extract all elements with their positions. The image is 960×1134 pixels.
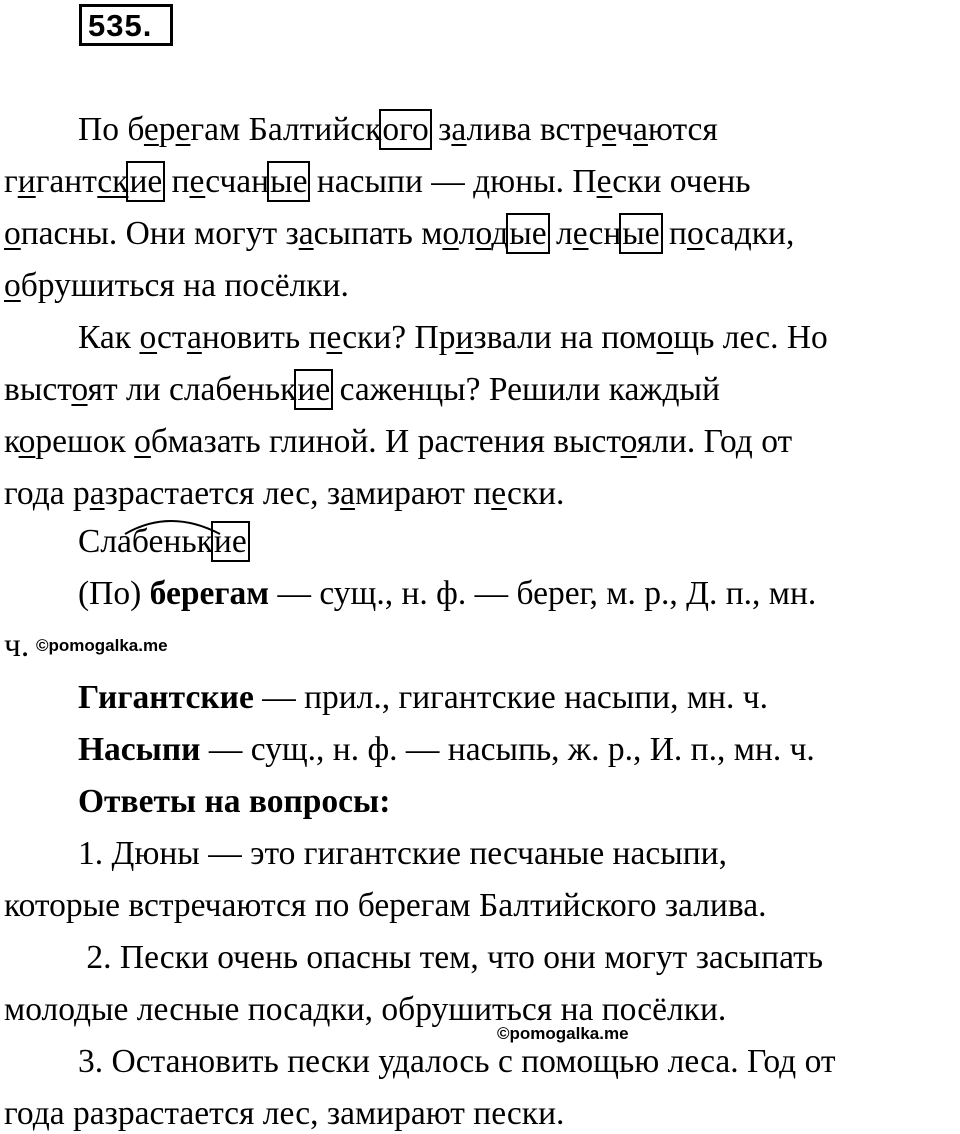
exercise-number: 535. bbox=[88, 8, 153, 43]
answer-3-line-2: года разрастается лес, замирают пески. bbox=[4, 1095, 565, 1132]
ending-box: ие bbox=[297, 371, 331, 408]
answers-title: Ответы на вопросы: bbox=[78, 783, 391, 820]
text-line-2: гигантские песчаные насыпи — дюны. Пески очень bbox=[4, 163, 751, 200]
ending-box: ого bbox=[382, 111, 429, 148]
ending-box: ие bbox=[129, 163, 163, 200]
analysis-line-2: Гигантские — прил., гигантские насыпи, мн. ч. bbox=[78, 679, 768, 716]
ending-box: ые bbox=[622, 215, 660, 252]
text-line-4: обрушиться на посёлки. bbox=[4, 267, 349, 304]
text-line-1: По берегам Балтийского залива встречаются bbox=[78, 111, 718, 148]
answer-2-line-1: 2. Пески очень опасны тем, что они могут засыпать bbox=[78, 939, 824, 976]
ending-box: ые bbox=[509, 215, 547, 252]
answer-1-line-1: 1. Дюны — это гигантские песчаные насыпи, bbox=[78, 835, 727, 872]
morpheme-ending: ие bbox=[213, 523, 247, 560]
text-line-5: Как остановить пески? Призвали на помощь лес. Но bbox=[78, 319, 828, 356]
text-line-8: года разрастается лес, замирают пески. bbox=[4, 475, 565, 512]
answer-3-line-1: 3. Остановить пески удалось с помощью леса. Год от bbox=[78, 1043, 836, 1080]
analysis-line-3: Насыпи — сущ., н. ф. — насыпь, ж. р., И. п., мн. ч. bbox=[78, 731, 815, 768]
text-line-7: корешок обмазать глиной. И растения выстояли. Год от bbox=[4, 423, 793, 460]
morpheme-line bbox=[78, 522, 248, 562]
ending-box: ые bbox=[270, 163, 308, 200]
answer-1-line-2: которые встречаются по берегам Балтийского залива. bbox=[4, 887, 767, 924]
watermark: ©pomogalka.me bbox=[497, 1024, 629, 1043]
text-line-3: опасны. Они могут засыпать молодые лесные посадки, bbox=[4, 215, 795, 252]
text-line-6: выстоят ли слабенькие саженцы? Решили каждый bbox=[4, 371, 720, 408]
analysis-line-1-cont: ч. bbox=[4, 627, 30, 664]
morpheme-stem: Слабеньк bbox=[78, 523, 213, 560]
watermark: ©pomogalka.me bbox=[36, 636, 168, 655]
answer-2-line-2: молодые лесные посадки, обрушиться на посёлки. bbox=[4, 991, 727, 1028]
analysis-line-1: (По) берегам — сущ., н. ф. — берег, м. р., Д. п., мн. bbox=[78, 575, 817, 612]
